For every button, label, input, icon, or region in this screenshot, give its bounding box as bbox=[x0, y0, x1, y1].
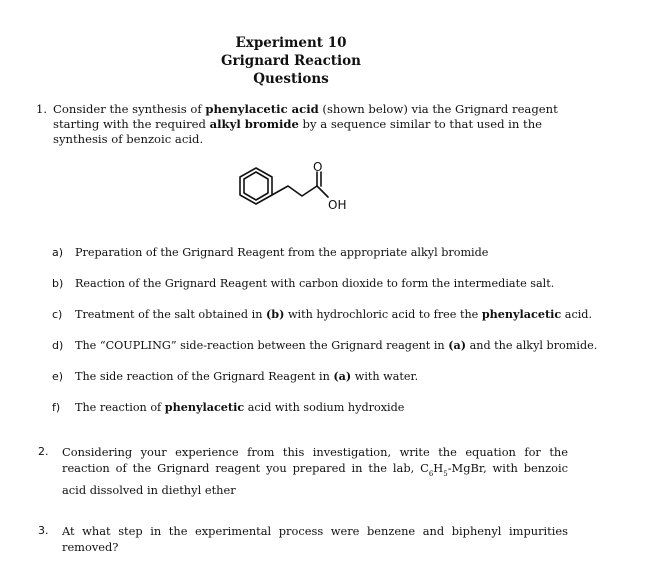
question-3-text: At what step in the experimental process were benzene and biphenyl impurities removed? bbox=[62, 524, 568, 554]
question-2-text: Considering your experience from this investigation, write the equation for the reaction of the Grignard reagent you prepared in the lab, $C_6H_5$-MgBr, with benzoic acid dissolved in diethyl ether bbox=[62, 445, 568, 497]
question-1-text: Consider the synthesis of phenylacetic acid (shown below) via the Grignard reagent starting with the required alkyl bromide by a sequence similar to that used in the synthesis of benzoic acid. bbox=[53, 102, 558, 146]
part-b: b) Reaction of the Grignard Reagent with carbon dioxide to form the intermediate salt. bbox=[52, 277, 555, 290]
reaction-title: Grignard Reaction bbox=[221, 53, 361, 69]
hydroxyl-label: OH bbox=[328, 198, 347, 212]
part-c: c) Treatment of the salt obtained in (b) with hydrochloric acid to free the phenylacetic acid. bbox=[52, 307, 593, 321]
part-e: e) The side reaction of the Grignard Reagent in (a) with water. bbox=[52, 369, 419, 383]
alkyl-bromide-term: alkyl bromide bbox=[209, 117, 299, 131]
question-3 bbox=[38, 523, 568, 555]
phenylacetic-acid-term: phenylacetic acid bbox=[205, 102, 319, 116]
part-a: a) Preparation of the Grignard Reagent from the appropriate alkyl bromide bbox=[52, 246, 489, 259]
experiment-title: Experiment 10 bbox=[235, 35, 347, 51]
question-2 bbox=[38, 444, 568, 498]
questions-heading: Questions bbox=[253, 71, 329, 87]
question-2-number: 2. bbox=[38, 445, 49, 458]
part-d: d) The “COUPLING” side-reaction between the Grignard reagent in (a) and the alkyl bromide. bbox=[52, 338, 598, 352]
question-1 bbox=[36, 102, 576, 147]
phenylacetic-acid-structure bbox=[220, 162, 370, 230]
benzene-inner-bonds bbox=[244, 172, 268, 200]
part-f: f) The reaction of phenylacetic acid with sodium hydroxide bbox=[52, 400, 405, 414]
carbon-chain bbox=[272, 186, 317, 196]
question-3-number: 3. bbox=[38, 524, 49, 537]
carbonyl-oxygen-label: O bbox=[313, 162, 323, 174]
question-1-number: 1. bbox=[36, 102, 48, 116]
hydroxyl-bond bbox=[317, 186, 328, 197]
